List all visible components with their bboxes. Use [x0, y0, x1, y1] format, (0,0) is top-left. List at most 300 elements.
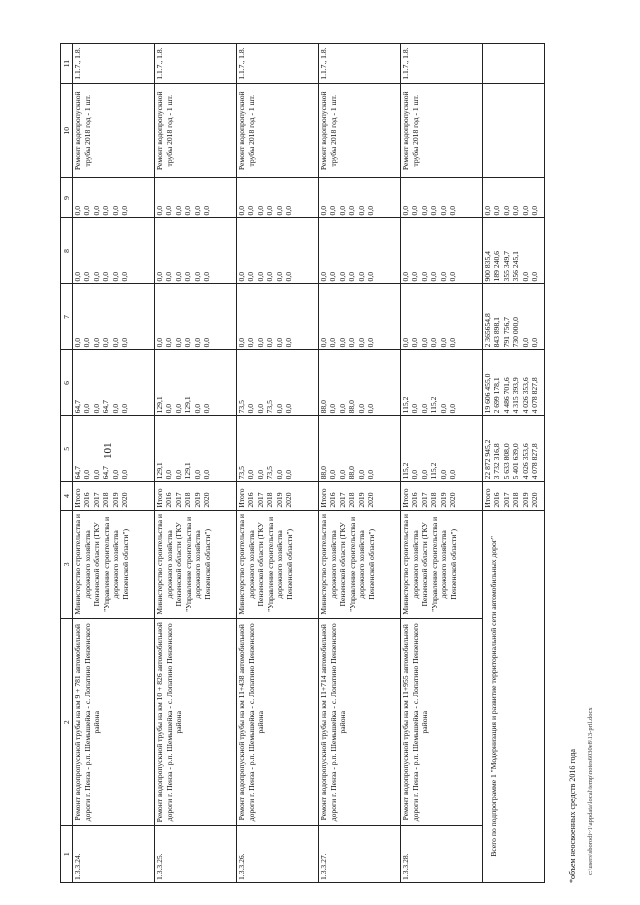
cell-value: 900 835,4 — [483, 251, 492, 282]
cell-value: 4 078 827,8 — [529, 377, 539, 414]
cell-value: 0,0 — [410, 337, 420, 348]
cell-value: 0,0 — [237, 271, 246, 282]
value-stack — [483, 218, 545, 284]
cell-value: 355 349,7 — [501, 251, 511, 282]
cell-value: 0,0 — [119, 271, 129, 282]
cell-value: 0,0 — [91, 403, 101, 414]
cell-value: 2017 — [91, 492, 101, 508]
cell-value: 5 401 639,0 — [511, 443, 521, 480]
cell-value: 0,0 — [192, 469, 202, 480]
cell-value: 0,0 — [91, 271, 101, 282]
executor: Министерство строительства и дорожного хозяйства Пензенской области (ГКУ "Управление строительства и дорожного хозяйства Пензенской области") — [401, 510, 483, 618]
cell-value: 0,0 — [511, 205, 521, 216]
value-stack — [401, 416, 483, 482]
cell-value: 0,0 — [91, 337, 101, 348]
cell-value: 2020 — [365, 492, 375, 508]
project-name: Ремонт водопропускной трубы на км 11+714 автомобильной дороги г. Пенза - р.п. Шемышейка - с. Лопатино Пензенского района — [319, 619, 401, 826]
cell-value: 0,0 — [447, 271, 457, 282]
cell-value: 0,0 — [337, 337, 347, 348]
value-stack — [155, 416, 237, 482]
cell-value: 0,0 — [429, 205, 439, 216]
cell-value: 0,0 — [192, 403, 202, 414]
result: Ремонт водопропускной трубы 2018 год - 1 шт. — [73, 84, 155, 178]
cell-value: Итого — [319, 488, 328, 508]
cell-value: 0,0 — [119, 469, 129, 480]
cell-value: 129,1 — [183, 462, 193, 480]
cell-value: 0,0 — [356, 469, 366, 480]
cell-value: 0,0 — [101, 337, 111, 348]
cell-value: 189 240,6 — [492, 251, 502, 282]
cell-value: 0,0 — [119, 205, 129, 216]
project-name: Ремонт водопропускной трубы на км 11+438 автомобильной дороги г. Пенза - р.п. Шемышейка - с. Лопатино Пензенского района — [237, 619, 319, 826]
cell-value: 0,0 — [283, 403, 293, 414]
cell-value: 0,0 — [274, 205, 284, 216]
value-stack — [401, 284, 483, 350]
cell-value: 0,0 — [447, 205, 457, 216]
column-header: 6 — [61, 350, 73, 416]
executor: Министерство строительства и дорожного хозяйства Пензенской области (ГКУ "Управление строительства и дорожного хозяйства Пензенской области") — [73, 510, 155, 618]
result: Ремонт водопропускной трубы 2018 год - 1 шт. — [155, 84, 237, 178]
cell-value: 0,0 — [501, 205, 511, 216]
cell-value: 5 633 808,0 — [501, 443, 511, 480]
cell-value: 19 606 455,0 — [483, 373, 492, 414]
cell-value: 0,0 — [255, 469, 265, 480]
cell-value: 0,0 — [319, 205, 328, 216]
cell-value: 64,7 — [101, 466, 111, 480]
cell-value: 2019 — [356, 492, 366, 508]
cell-value: 0,0 — [365, 469, 375, 480]
cell-value: 0,0 — [492, 205, 502, 216]
cell-value: 0,0 — [438, 271, 448, 282]
column-header: 11 — [61, 44, 73, 84]
cell-value: Итого — [237, 488, 246, 508]
value-stack — [401, 218, 483, 284]
indicators: 1.1.7., 1.8. — [237, 44, 319, 84]
cell-value: 2016 — [328, 492, 338, 508]
cell-value: 0,0 — [328, 403, 338, 414]
value-stack — [319, 350, 401, 416]
cell-value: 2018 — [101, 492, 111, 508]
cell-value: 0,0 — [110, 469, 120, 480]
cell-value: 0,0 — [119, 337, 129, 348]
cell-value: 0,0 — [529, 337, 539, 348]
cell-value: 2020 — [529, 492, 539, 508]
value-stack — [483, 482, 545, 510]
cell-value: 4 486 701,6 — [501, 377, 511, 414]
cell-value: 0,0 — [319, 271, 328, 282]
cell-value: 0,0 — [337, 469, 347, 480]
cell-value: 129,1 — [155, 396, 164, 414]
result: Ремонт водопропускной трубы 2018 год - 1 шт. — [319, 84, 401, 178]
cell-value: 0,0 — [173, 403, 183, 414]
cell-value: 0,0 — [246, 403, 256, 414]
cell-value: 0,0 — [438, 337, 448, 348]
cell-value: 843 898,1 — [492, 317, 502, 348]
column-header: 9 — [61, 178, 73, 218]
column-header: 2 — [61, 619, 73, 826]
value-stack — [237, 178, 319, 218]
cell-value: 0,0 — [255, 337, 265, 348]
project-name: Ремонт водопропускной трубы на км 10 + 826 автомобильной дороги г. Пенза - р.п. Шемышейка - с. Лопатино Пензенского района — [155, 619, 237, 826]
cell-value: 2020 — [447, 492, 457, 508]
cell-value: 0,0 — [237, 205, 246, 216]
cell-value: 88,0 — [319, 400, 328, 414]
cell-value: 0,0 — [328, 271, 338, 282]
cell-value: 0,0 — [82, 403, 92, 414]
value-stack — [73, 284, 155, 350]
cell-value: 0,0 — [82, 271, 92, 282]
cell-value: 0,0 — [520, 271, 530, 282]
value-stack — [155, 284, 237, 350]
cell-value: 0,0 — [337, 403, 347, 414]
cell-value: 0,0 — [255, 205, 265, 216]
cell-value: 0,0 — [365, 205, 375, 216]
cell-value: 129,1 — [183, 396, 193, 414]
column-header: 8 — [61, 218, 73, 284]
header-row — [61, 44, 73, 883]
cell-value: 0,0 — [265, 337, 275, 348]
cell-value: 0,0 — [201, 469, 211, 480]
cell-value: 0,0 — [356, 271, 366, 282]
cell-value: 2020 — [119, 492, 129, 508]
cell-value: 2 365654,8 — [483, 313, 492, 348]
empty-cell — [483, 84, 545, 178]
empty-cell — [483, 44, 545, 84]
table-row — [237, 44, 319, 883]
cell-value: 115,2 — [429, 462, 439, 480]
cell-value: 0,0 — [173, 337, 183, 348]
cell-value: 2019 — [520, 492, 530, 508]
cell-value: 0,0 — [401, 337, 410, 348]
indicators: 1.1.7., 1.8. — [319, 44, 401, 84]
result: Ремонт водопропускной трубы 2018 год - 1 шт. — [237, 84, 319, 178]
cell-value: 3 732 316,8 — [492, 443, 502, 480]
cell-value: 0,0 — [410, 271, 420, 282]
cell-value: 0,0 — [447, 337, 457, 348]
cell-value: 4 315 393,9 — [511, 377, 521, 414]
cell-value: 64,7 — [101, 400, 111, 414]
cell-value: 0,0 — [82, 337, 92, 348]
cell-value: 2016 — [164, 492, 174, 508]
cell-value: 0,0 — [356, 403, 366, 414]
cell-value: 0,0 — [419, 469, 429, 480]
cell-value: 0,0 — [410, 403, 420, 414]
cell-value: 0,0 — [520, 205, 530, 216]
value-stack — [483, 284, 545, 350]
cell-value: 0,0 — [328, 337, 338, 348]
row-id: 1.3.3.26. — [237, 826, 319, 883]
value-stack — [73, 218, 155, 284]
cell-value: 0,0 — [82, 469, 92, 480]
executor: Министерство строительства и дорожного хозяйства Пензенской области (ГКУ "Управление строительства и дорожного хозяйства Пензенской области") — [155, 510, 237, 618]
cell-value: 0,0 — [337, 205, 347, 216]
cell-value: 0,0 — [438, 205, 448, 216]
cell-value: 2018 — [511, 492, 521, 508]
project-name: Ремонт водопропускной трубы на км 11+955 автомобильной дороги г. Пенза - р.п. Шемышейка - с. Лопатино Пензенского района — [401, 619, 483, 826]
cell-value: 0,0 — [91, 469, 101, 480]
cell-value: 0,0 — [410, 469, 420, 480]
cell-value: 88,0 — [319, 466, 328, 480]
value-stack — [319, 218, 401, 284]
cell-value: 0,0 — [155, 271, 164, 282]
row-id: 1.3.3.28. — [401, 826, 483, 883]
value-stack — [401, 482, 483, 510]
cell-value: Итого — [483, 488, 492, 508]
executor: Министерство строительства и дорожного хозяйства Пензенской области (ГКУ "Управление строительства и дорожного хозяйства Пензенской области") — [237, 510, 319, 618]
cell-value: 2019 — [192, 492, 202, 508]
value-stack — [483, 350, 545, 416]
cell-value: 2018 — [347, 492, 357, 508]
cell-value: 0,0 — [410, 205, 420, 216]
cell-value: 0,0 — [192, 205, 202, 216]
cell-value: 0,0 — [192, 271, 202, 282]
cell-value: 0,0 — [283, 205, 293, 216]
value-stack — [237, 416, 319, 482]
value-stack — [319, 178, 401, 218]
cell-value: 2017 — [501, 492, 511, 508]
cell-value: 0,0 — [110, 337, 120, 348]
value-stack — [483, 178, 545, 218]
cell-value: 0,0 — [183, 337, 193, 348]
result: Ремонт водопропускной трубы 2018 год - 1 шт. — [401, 84, 483, 178]
cell-value: 73,5 — [265, 400, 275, 414]
indicators: 1.1.7., 1.8. — [155, 44, 237, 84]
cell-value: 0,0 — [246, 271, 256, 282]
rotated-table-frame — [60, 43, 580, 883]
cell-value: 73,5 — [237, 400, 246, 414]
cell-value: 0,0 — [119, 403, 129, 414]
cell-value: 2 699 178,1 — [492, 377, 502, 414]
cell-value: 2019 — [274, 492, 284, 508]
cell-value: 0,0 — [110, 403, 120, 414]
value-stack — [73, 178, 155, 218]
cell-value: 0,0 — [419, 271, 429, 282]
cell-value: 22 872 945,2 — [483, 439, 492, 480]
cell-value: 0,0 — [192, 337, 202, 348]
cell-value: 0,0 — [73, 337, 82, 348]
cell-value: 0,0 — [164, 403, 174, 414]
value-stack — [319, 416, 401, 482]
cell-value: Итого — [155, 488, 164, 508]
cell-value: 0,0 — [164, 271, 174, 282]
cell-value: 4 078 827,8 — [529, 443, 539, 480]
value-stack — [155, 178, 237, 218]
cell-value: 0,0 — [173, 469, 183, 480]
cell-value: 2017 — [337, 492, 347, 508]
value-stack — [319, 284, 401, 350]
cell-value: 73,5 — [237, 466, 246, 480]
total-label: Всего по подпрограмме 1 "Модернизация и развитие территориальной сети автомобильных дорог" — [483, 510, 545, 882]
value-stack — [483, 416, 545, 482]
cell-value: 2016 — [492, 492, 502, 508]
cell-value: 0,0 — [101, 271, 111, 282]
value-stack — [319, 482, 401, 510]
cell-value: 2020 — [201, 492, 211, 508]
cell-value: 2017 — [419, 492, 429, 508]
column-header: 1 — [61, 826, 73, 883]
cell-value: 0,0 — [520, 337, 530, 348]
cell-value: 88,0 — [347, 400, 357, 414]
cell-value: 115,2 — [401, 462, 410, 480]
cell-value: 730 000,0 — [511, 317, 521, 348]
value-stack — [155, 350, 237, 416]
cell-value: 115,2 — [429, 396, 439, 414]
table-row — [73, 44, 155, 883]
cell-value: 0,0 — [155, 337, 164, 348]
cell-value: 0,0 — [274, 271, 284, 282]
cell-value: 0,0 — [337, 271, 347, 282]
cell-value: 0,0 — [401, 205, 410, 216]
cell-value: 88,0 — [347, 466, 357, 480]
cell-value: 0,0 — [101, 205, 111, 216]
value-stack — [237, 284, 319, 350]
cell-value: 129,1 — [155, 462, 164, 480]
cell-value: 0,0 — [447, 403, 457, 414]
total-row — [483, 44, 545, 883]
cell-value: 0,0 — [201, 271, 211, 282]
cell-value: 0,0 — [265, 271, 275, 282]
program-table — [60, 43, 545, 883]
cell-value: 0,0 — [438, 469, 448, 480]
indicators: 1.1.7., 1.8. — [401, 44, 483, 84]
cell-value: Итого — [73, 488, 82, 508]
value-stack — [155, 482, 237, 510]
cell-value: 0,0 — [319, 337, 328, 348]
cell-value: 0,0 — [201, 403, 211, 414]
column-header: 4 — [61, 482, 73, 510]
file-path: c:\users\sborodi~1\appdata\local\temp\notes6030e8\13-pril.docx — [587, 707, 594, 875]
cell-value: 0,0 — [73, 271, 82, 282]
column-header: 7 — [61, 284, 73, 350]
cell-value: 0,0 — [328, 205, 338, 216]
cell-value: 0,0 — [429, 337, 439, 348]
cell-value: 0,0 — [419, 337, 429, 348]
cell-value: 0,0 — [173, 271, 183, 282]
row-id: 1.3.3.24. — [73, 826, 155, 883]
cell-value: 0,0 — [447, 469, 457, 480]
cell-value: 0,0 — [283, 271, 293, 282]
cell-value: 0,0 — [164, 337, 174, 348]
cell-value: 0,0 — [201, 205, 211, 216]
cell-value: 2019 — [438, 492, 448, 508]
cell-value: 0,0 — [365, 271, 375, 282]
cell-value: 2016 — [246, 492, 256, 508]
cell-value: 0,0 — [283, 337, 293, 348]
indicators: 1.1.7., 1.8. — [73, 44, 155, 84]
cell-value: 115,2 — [401, 396, 410, 414]
cell-value: 0,0 — [265, 205, 275, 216]
page-number: 101 — [102, 442, 114, 459]
cell-value: 0,0 — [110, 271, 120, 282]
cell-value: 0,0 — [246, 469, 256, 480]
cell-value: 2016 — [410, 492, 420, 508]
table-row — [319, 44, 401, 883]
cell-value: 0,0 — [365, 337, 375, 348]
cell-value: 0,0 — [183, 271, 193, 282]
column-header: 5 — [61, 416, 73, 482]
cell-value: 0,0 — [274, 337, 284, 348]
cell-value: 2018 — [183, 492, 193, 508]
table-row — [155, 44, 237, 883]
cell-value: 4 026 353,6 — [520, 443, 530, 480]
cell-value: 0,0 — [155, 205, 164, 216]
cell-value: 4 026 353,6 — [520, 377, 530, 414]
cell-value: 0,0 — [91, 205, 101, 216]
cell-value: 791 756,7 — [501, 317, 511, 348]
value-stack — [401, 178, 483, 218]
cell-value: 0,0 — [529, 205, 539, 216]
value-stack — [401, 350, 483, 416]
cell-value: 64,7 — [73, 466, 82, 480]
cell-value: 0,0 — [183, 205, 193, 216]
value-stack — [73, 416, 155, 482]
cell-value: 0,0 — [419, 205, 429, 216]
cell-value: 0,0 — [274, 403, 284, 414]
cell-value: 2016 — [82, 492, 92, 508]
cell-value: 0,0 — [173, 205, 183, 216]
cell-value: 2018 — [429, 492, 439, 508]
value-stack — [73, 350, 155, 416]
cell-value: 64,7 — [73, 400, 82, 414]
cell-value: 2019 — [110, 492, 120, 508]
cell-value: 0,0 — [356, 205, 366, 216]
footnote: *объем неосвоенных средств 2016 года — [568, 749, 577, 883]
cell-value: 0,0 — [438, 403, 448, 414]
column-header: 3 — [61, 510, 73, 618]
cell-value: 2017 — [173, 492, 183, 508]
executor: Министерство строительства и дорожного хозяйства Пензенской области (ГКУ "Управление строительства и дорожного хозяйства Пензенской области") — [319, 510, 401, 618]
project-name: Ремонт водопропускной трубы на км 9 + 781 автомобильной дороги г. Пенза - р.п. Шемышейка - с. Лопатино Пензенского района — [73, 619, 155, 826]
cell-value: 0,0 — [347, 337, 357, 348]
cell-value: 0,0 — [237, 337, 246, 348]
table-row — [401, 44, 483, 883]
cell-value: 0,0 — [274, 469, 284, 480]
cell-value: 0,0 — [356, 337, 366, 348]
cell-value: 0,0 — [347, 271, 357, 282]
row-id: 1.3.3.27. — [319, 826, 401, 883]
cell-value: 0,0 — [255, 403, 265, 414]
value-stack — [237, 218, 319, 284]
cell-value: 0,0 — [73, 205, 82, 216]
cell-value: 0,0 — [164, 469, 174, 480]
cell-value: 0,0 — [283, 469, 293, 480]
cell-value: 0,0 — [201, 337, 211, 348]
cell-value: 0,0 — [529, 271, 539, 282]
cell-value: 2020 — [283, 492, 293, 508]
row-id: 1.3.3.25. — [155, 826, 237, 883]
cell-value: 0,0 — [164, 205, 174, 216]
cell-value: 356 245,1 — [511, 251, 521, 282]
value-stack — [155, 218, 237, 284]
cell-value: 0,0 — [82, 205, 92, 216]
cell-value: 0,0 — [429, 271, 439, 282]
cell-value: 2018 — [265, 492, 275, 508]
value-stack — [73, 482, 155, 510]
cell-value: 0,0 — [365, 403, 375, 414]
cell-value: 0,0 — [328, 469, 338, 480]
cell-value: 0,0 — [110, 205, 120, 216]
cell-value: 73,5 — [265, 466, 275, 480]
cell-value: 0,0 — [347, 205, 357, 216]
cell-value: 0,0 — [419, 403, 429, 414]
cell-value: 0,0 — [255, 271, 265, 282]
cell-value: Итого — [401, 488, 410, 508]
cell-value: 2017 — [255, 492, 265, 508]
value-stack — [237, 350, 319, 416]
cell-value: 0,0 — [483, 205, 492, 216]
cell-value: 0,0 — [246, 337, 256, 348]
value-stack — [237, 482, 319, 510]
